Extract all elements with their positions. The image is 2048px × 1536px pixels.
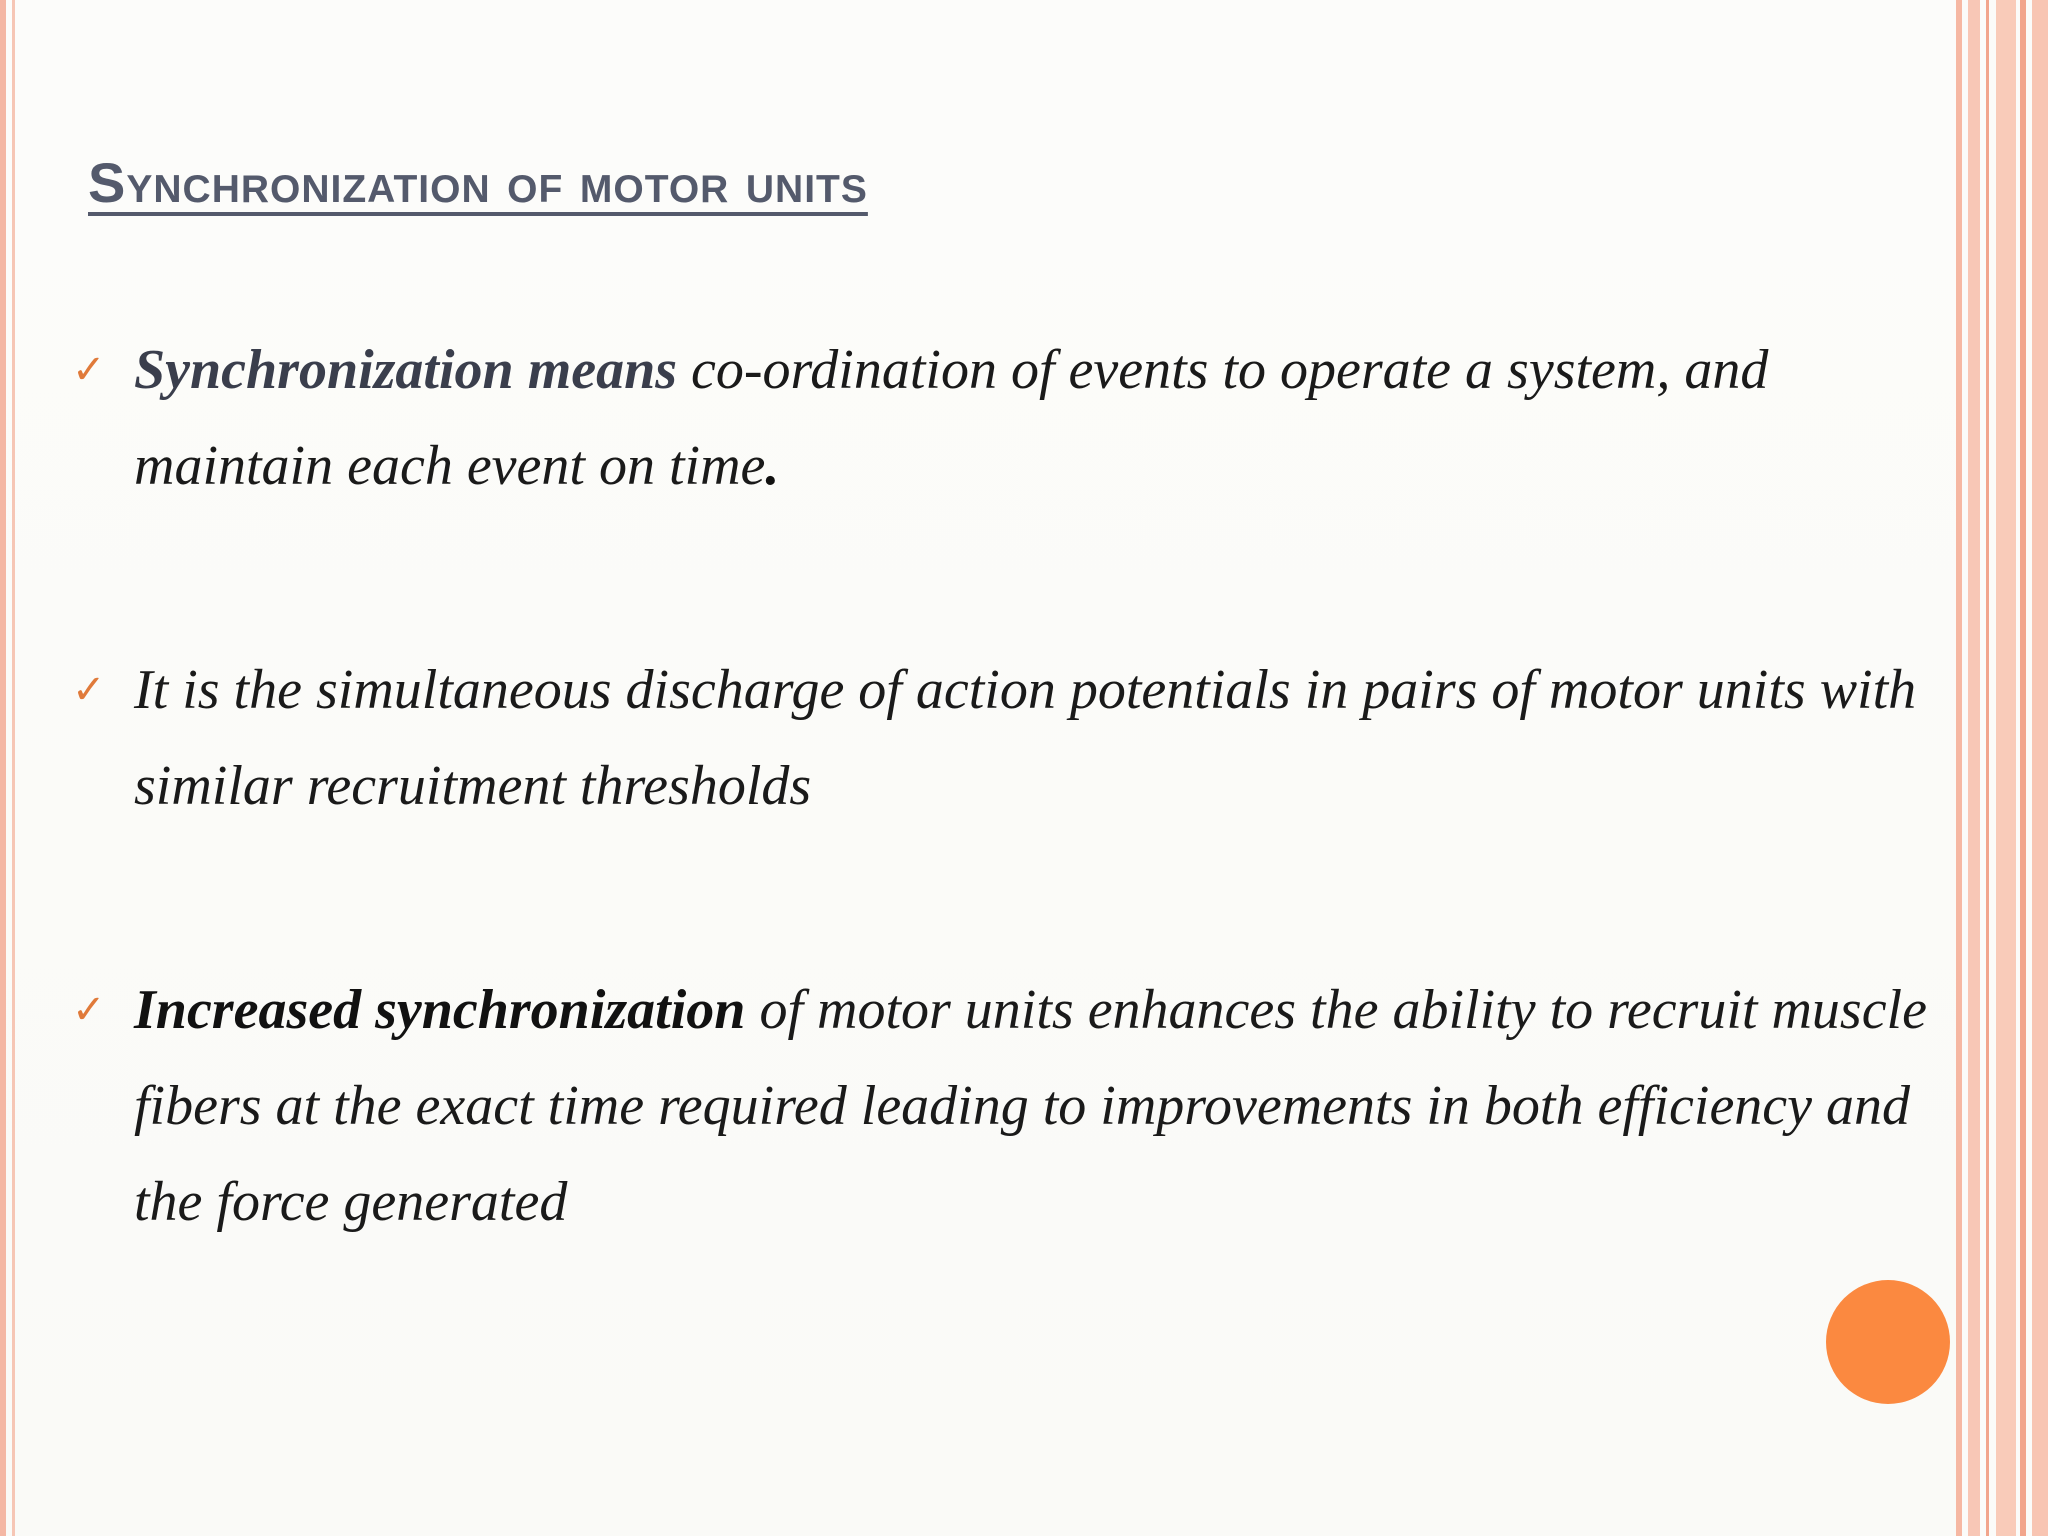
slide-title: Synchronization of motor units bbox=[88, 151, 868, 214]
bullet-1-period: . bbox=[765, 435, 780, 497]
right-stripe bbox=[1968, 0, 1980, 1536]
bullet-3-bold: Increased synchronization bbox=[134, 979, 746, 1041]
bullet-3-text: of motor units enhances the ability to recruit muscle fibers at the exact time required leading to improvements in both efficiency and the force generated bbox=[134, 979, 1927, 1233]
right-stripe bbox=[1986, 0, 1989, 1536]
bullet-item-1 bbox=[72, 322, 1932, 514]
bullet-list bbox=[72, 322, 1932, 1250]
checkmark-icon: ✓ bbox=[72, 347, 106, 393]
bullet-item-2 bbox=[72, 642, 1932, 834]
right-stripe bbox=[2032, 0, 2048, 1536]
left-border bbox=[0, 0, 6, 1536]
right-stripe bbox=[2020, 0, 2026, 1536]
bullet-1-text: co-ordination of events to operate a system, and maintain each event on time bbox=[134, 339, 1769, 497]
bullet-1-bold: Synchronization means bbox=[134, 339, 678, 401]
left-border-inner bbox=[12, 0, 15, 1536]
orange-circle-decoration bbox=[1826, 1280, 1950, 1404]
bullet-item-3 bbox=[72, 962, 1932, 1250]
checkmark-icon: ✓ bbox=[72, 667, 106, 713]
right-stripe bbox=[1996, 0, 2016, 1536]
checkmark-icon: ✓ bbox=[72, 987, 106, 1033]
right-stripe bbox=[1956, 0, 1962, 1536]
bullet-2-text: It is the simultaneous discharge of action potentials in pairs of motor units with similar recruitment thresholds bbox=[134, 659, 1917, 817]
